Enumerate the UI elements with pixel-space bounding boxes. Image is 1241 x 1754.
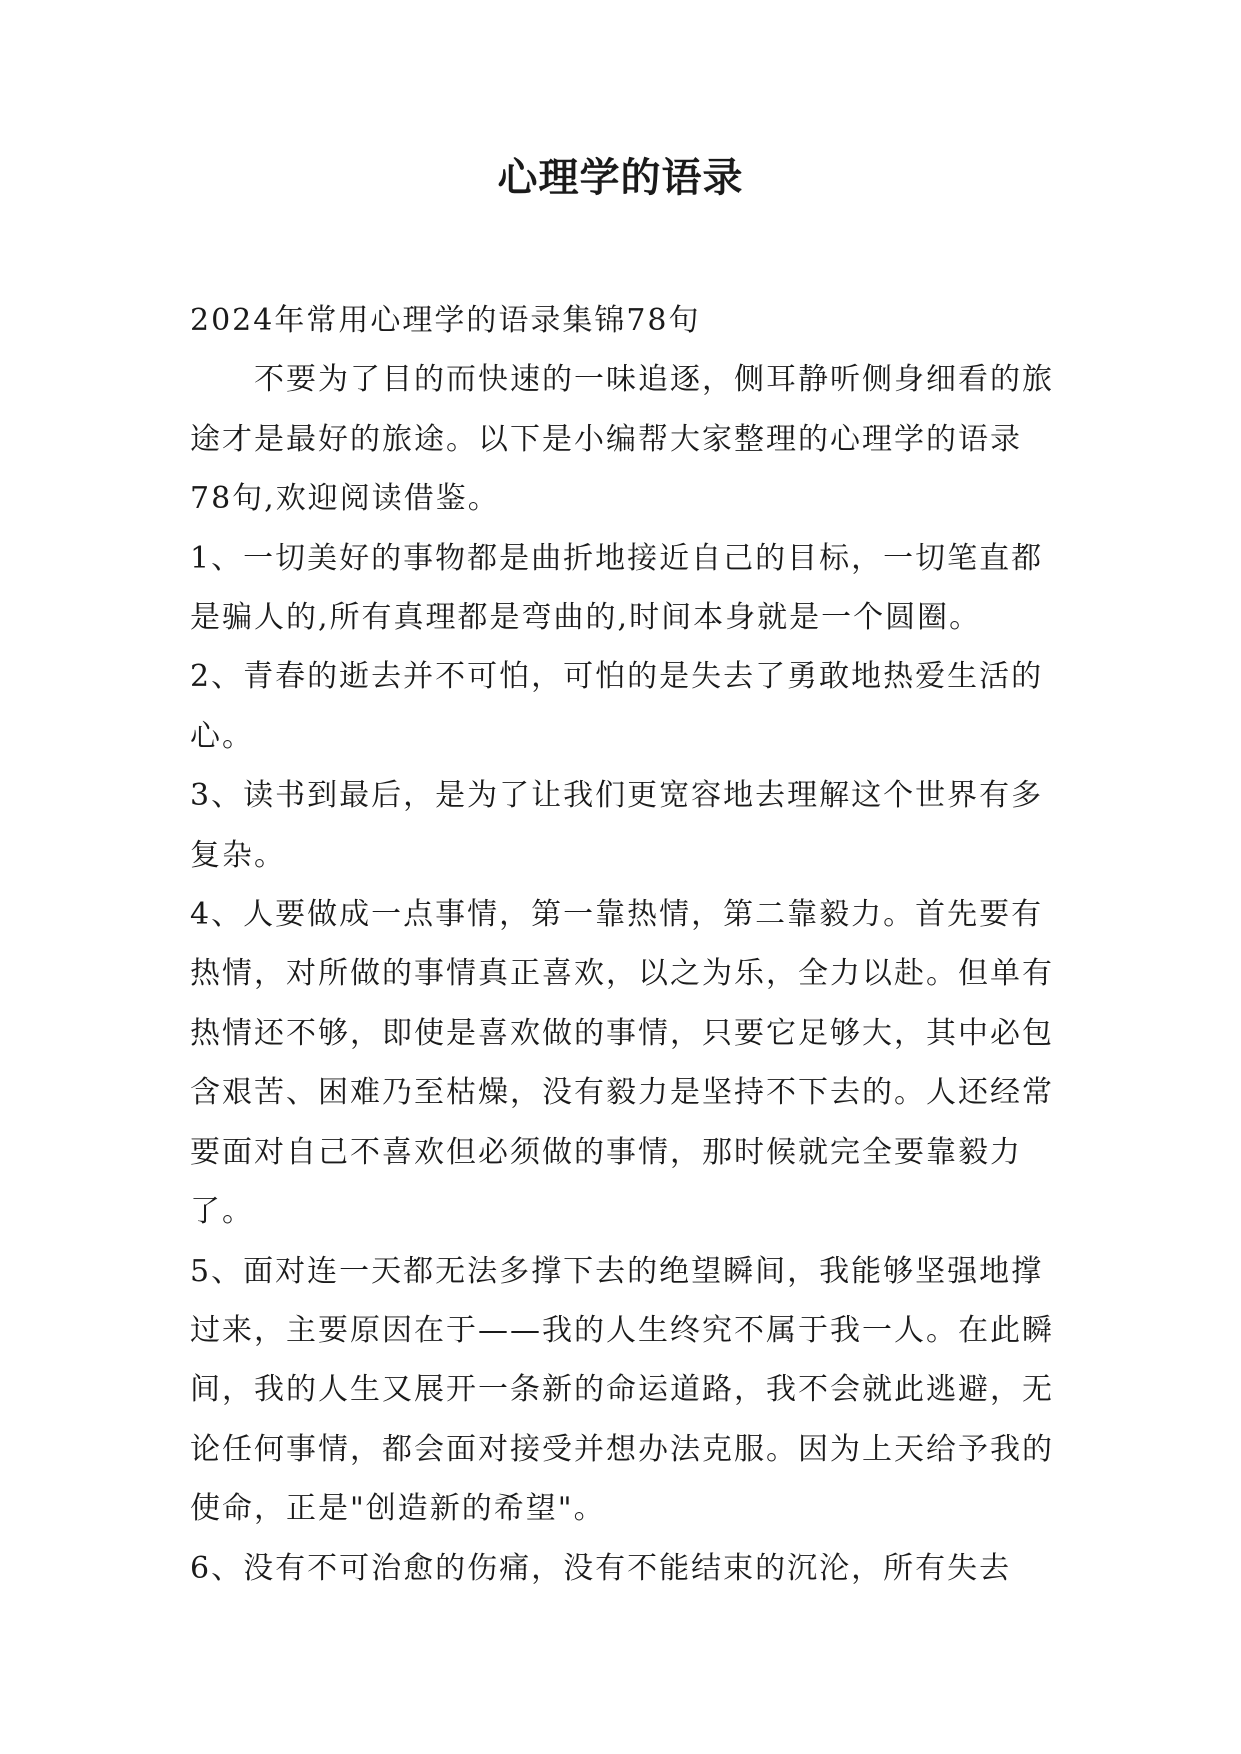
quote-item-6: 6、没有不可治愈的伤痛，没有不能结束的沉沦，所有失去 [190,1550,1012,1586]
quote-item-2: 2、青春的逝去并不可怕，可怕的是失去了勇敢地热爱生活的心。 [190,659,1044,754]
quote-item-3: 3、读书到最后，是为了让我们更宽容地去理解这个世界有多复杂。 [190,778,1044,873]
document-body [190,291,1060,1598]
document-title: 心理学的语录 [497,154,744,201]
document-subtitle: 2024年常用心理学的语录集锦78句 [190,303,701,338]
quote-item-5: 5、面对连一天都无法多撑下去的绝望瞬间，我能够坚强地撑过来，主要原因在于——我的人生终究不属于我一人。在此瞬间，我的人生又展开一条新的命运道路，我不会就此逃避，无论任何事情，都会面对接受并想办法克服。因为上天给予我的使命，正是"创造新的希望"。 [190,1253,1054,1527]
quote-item-1: 1、一切美好的事物都是曲折地接近自己的目标，一切笔直都是骗人的,所有真理都是弯曲的,时间本身就是一个圆圈。 [190,540,1044,636]
intro-paragraph: 不要为了目的而快速的一味追逐，侧耳静听侧身细看的旅途才是最好的旅途。以下是小编帮大家整理的心理学的语录78句,欢迎阅读借鉴。 [190,362,1054,517]
quote-item-4: 4、人要做成一点事情，第一靠热情，第二靠毅力。首先要有热情，对所做的事情真正喜欢，以之为乐，全力以赴。但单有热情还不够，即使是喜欢做的事情，只要它足够大，其中必包含艰苦、困难乃至枯燥，没有毅力是坚持不下去的。人还经常要面对自己不喜欢但必须做的事情，那时候就完全要靠毅力了。 [190,897,1054,1230]
